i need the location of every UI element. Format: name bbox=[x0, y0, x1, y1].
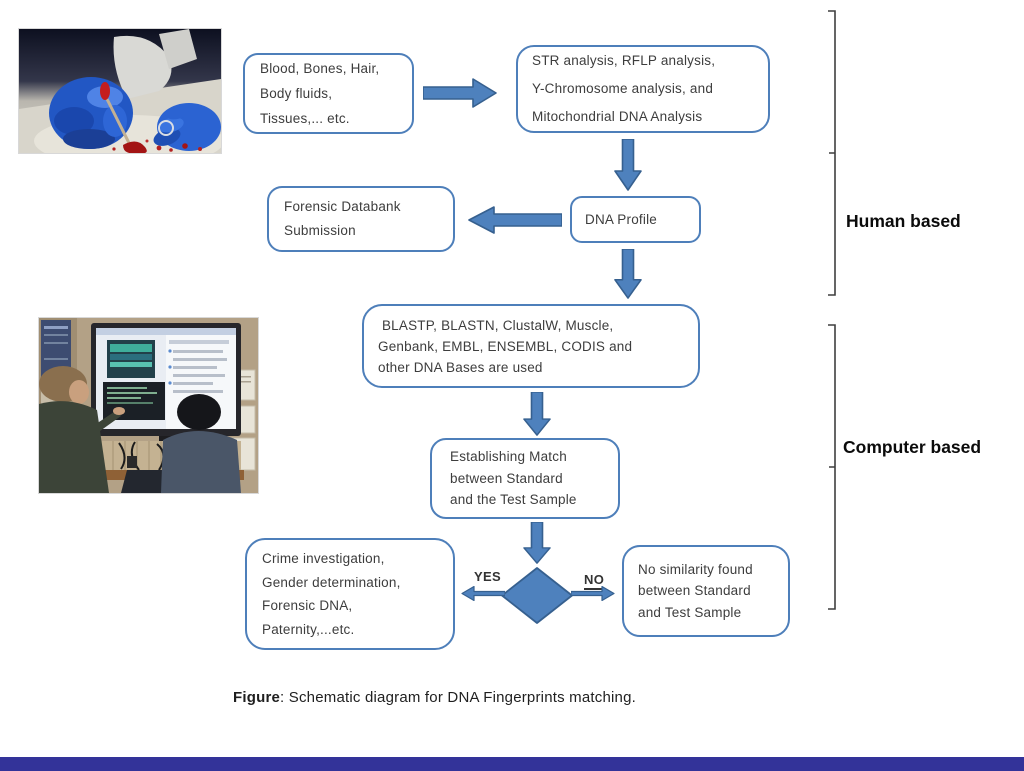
arrow-down-matching-to-decision bbox=[523, 522, 551, 564]
box-line: Submission bbox=[284, 223, 356, 238]
human-based-bracket bbox=[826, 10, 838, 296]
arrow-left-decision-yes bbox=[461, 586, 505, 601]
figure-caption-prefix: Figure bbox=[233, 689, 281, 706]
box-line: DNA Profile bbox=[585, 212, 657, 227]
box-line: STR analysis, RFLP analysis, bbox=[532, 53, 716, 68]
samples-box bbox=[243, 53, 414, 134]
box-line: Mitochondrial DNA Analysis bbox=[532, 109, 703, 124]
arrow-down-analysis-to-profile bbox=[614, 139, 642, 191]
box-line: other DNA Bases are used bbox=[378, 359, 543, 375]
databank-box bbox=[267, 186, 455, 252]
human-based-label: Human based bbox=[846, 211, 961, 231]
arrow-right-decision-no bbox=[571, 586, 615, 601]
arrow-down-databases-to-matching bbox=[523, 392, 551, 436]
figure-caption-text: : Schematic diagram for DNA Fingerprints matching. bbox=[280, 689, 637, 706]
arrow-left-profile-to-databank bbox=[468, 206, 562, 234]
box-line: BLASTP, BLASTN, ClustalW, Muscle, bbox=[378, 317, 614, 333]
arrow-right-samples-to-analysis bbox=[423, 78, 497, 108]
box-line: between Standard bbox=[638, 583, 751, 599]
box-line: Paternity,...etc. bbox=[262, 621, 355, 637]
figure-caption bbox=[233, 689, 636, 706]
box-line: Tissues,... etc. bbox=[260, 111, 350, 126]
matching-box bbox=[430, 438, 620, 519]
box-line: Y-Chromosome analysis, and bbox=[532, 81, 714, 96]
box-line: and Test Sample bbox=[638, 604, 742, 620]
box-line: Genbank, EMBL, ENSEMBL, CODIS and bbox=[378, 338, 633, 354]
box-line: No similarity found bbox=[638, 561, 753, 577]
bottom-accent-bar bbox=[0, 757, 1024, 771]
box-line: Forensic DNA, bbox=[262, 598, 353, 613]
no-label: NO bbox=[584, 572, 604, 590]
box-line: Forensic Databank bbox=[284, 199, 401, 214]
computer-based-bracket bbox=[826, 324, 838, 610]
computer-analysis-photo bbox=[38, 317, 259, 494]
analysis-box bbox=[516, 45, 770, 133]
evidence-photo bbox=[18, 28, 222, 154]
box-line: between Standard bbox=[450, 470, 563, 486]
computer-based-label: Computer based bbox=[843, 437, 982, 457]
box-line: Establishing Match bbox=[450, 449, 567, 465]
dna-profile-box bbox=[570, 196, 701, 243]
box-line: Crime investigation, bbox=[262, 551, 385, 566]
box-line: Blood, Bones, Hair, bbox=[260, 61, 380, 76]
box-line: Gender determination, bbox=[262, 574, 401, 590]
yes-label: YES bbox=[474, 569, 501, 584]
databases-box bbox=[362, 304, 700, 388]
box-line: and the Test Sample bbox=[450, 492, 577, 508]
match-outcome-box bbox=[245, 538, 455, 650]
no-match-outcome-box bbox=[622, 545, 790, 637]
box-line: Body fluids, bbox=[260, 86, 333, 101]
decision-diamond bbox=[501, 567, 573, 624]
arrow-down-profile-to-databases bbox=[614, 249, 642, 299]
